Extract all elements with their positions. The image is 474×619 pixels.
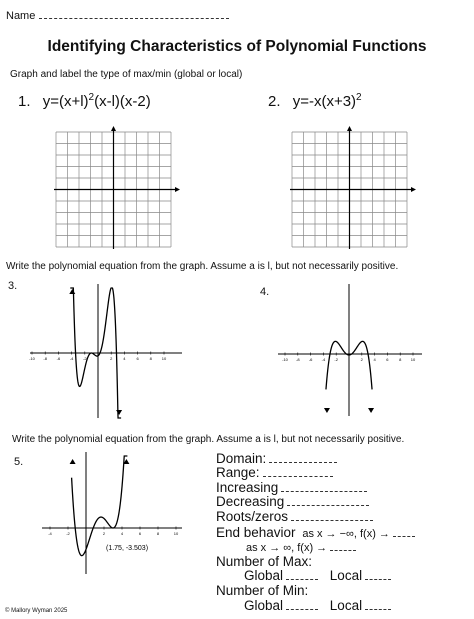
range-label: Range: — [216, 465, 260, 480]
x-axis-arrow — [175, 187, 180, 192]
point-label: (1.75, -3.503) — [106, 545, 149, 552]
x-tick-label: 6 — [386, 357, 389, 362]
x-tick-label: 8 — [156, 531, 160, 536]
name-field — [6, 10, 229, 22]
graph-5 — [40, 450, 184, 578]
x-tick-label: 8 — [149, 356, 152, 361]
problem-1-rest: (x-l)(x-2) — [94, 93, 151, 110]
curve-arrow — [69, 289, 75, 294]
section2-instruction: Write the polynomial equation from the graph. Assume a is l, but not necessarily positive. — [6, 261, 399, 272]
x-tick-label: 2 — [102, 531, 106, 536]
x-tick-label: -6 — [56, 356, 61, 361]
coordinate-grid-2[interactable] — [288, 128, 414, 250]
roots-blank[interactable] — [291, 512, 373, 521]
x-tick-label: 4 — [120, 531, 124, 536]
graph-4 — [276, 280, 424, 420]
decreasing-row — [216, 495, 369, 509]
roots-row — [216, 510, 373, 524]
graph-5-number: 5. — [14, 456, 24, 468]
curve-arrow — [70, 459, 76, 464]
domain-blank[interactable] — [269, 454, 337, 463]
section3-instruction: Write the polynomial equation from the graph. Assume a is l, but not necessarily positive. — [12, 434, 405, 445]
end-right-blank[interactable] — [330, 542, 356, 551]
min-global-label: Global — [244, 598, 284, 613]
y-axis-arrow — [347, 126, 352, 131]
max-local-blank[interactable] — [365, 571, 391, 580]
curve-arrow — [116, 410, 122, 415]
decreasing-label: Decreasing — [216, 494, 285, 509]
increasing-blank[interactable] — [281, 483, 367, 492]
min-global-local-row — [244, 599, 391, 613]
x-tick-label: -4 — [321, 357, 326, 362]
problem-1-equation — [18, 92, 151, 110]
x-tick-label: -2 — [83, 356, 87, 361]
max-global-local-row — [244, 569, 391, 583]
increasing-row — [216, 481, 367, 495]
x-tick-label: -10 — [29, 356, 35, 361]
x-tick-label: -2 — [334, 357, 338, 362]
end-behavior-row — [216, 526, 415, 540]
x-axis-arrow — [411, 187, 416, 192]
x-tick-label: 10 — [410, 357, 416, 362]
end-left-blank[interactable] — [393, 528, 415, 537]
min-global-blank[interactable] — [286, 601, 318, 610]
x-tick-label: -4 — [48, 531, 52, 536]
graph-3-number: 3. — [8, 280, 18, 292]
x-tick-label: 2 — [110, 356, 113, 361]
problem-2-exponent: 2 — [356, 92, 362, 103]
name-blank[interactable] — [39, 10, 229, 19]
graph-4-number: 4. — [260, 286, 270, 298]
decreasing-blank[interactable] — [287, 497, 369, 506]
page-title: Identifying Characteristics of Polynomial Functions — [47, 38, 427, 55]
problem-1-exponent: 2 — [88, 92, 95, 103]
num-min-label: Number of Min: — [216, 583, 309, 598]
end-behavior-label: End behavior — [216, 525, 296, 540]
x-tick-label: -4 — [69, 356, 74, 361]
domain-label: Domain: — [216, 451, 267, 466]
curve-arrow — [324, 408, 330, 413]
x-tick-label: 2 — [360, 357, 363, 362]
problem-2-number: 2. — [268, 93, 281, 110]
max-local-label: Local — [329, 568, 363, 583]
range-blank[interactable] — [263, 468, 333, 477]
x-tick-label: 6 — [138, 531, 142, 536]
x-tick-label: -8 — [296, 357, 300, 362]
x-tick-label: 10 — [173, 531, 179, 536]
x-tick-label: 10 — [161, 356, 167, 361]
range-row — [216, 466, 333, 480]
increasing-label: Increasing — [216, 480, 279, 495]
min-local-blank[interactable] — [365, 601, 391, 610]
end-behavior-right: as x → ∞, f(x) → — [246, 542, 328, 554]
problem-2-base: y=-x(x+3) — [292, 93, 357, 110]
problem-2-equation — [268, 92, 362, 110]
max-global-blank[interactable] — [286, 571, 318, 580]
x-tick-label: -2 — [66, 531, 70, 536]
end-behavior-right-row — [246, 542, 356, 554]
num-min-row — [216, 584, 308, 598]
problem-1-base: y=(x+l) — [42, 93, 89, 110]
section1-instruction: Graph and label the type of max/min (global or local) — [10, 69, 243, 80]
curve-arrow — [368, 408, 374, 413]
name-label: Name — [6, 10, 36, 22]
num-max-label: Number of Max: — [216, 554, 313, 569]
x-tick-label: 6 — [136, 356, 139, 361]
x-tick-label: -6 — [308, 357, 313, 362]
num-max-row — [216, 555, 312, 569]
max-global-label: Global — [244, 568, 284, 583]
curve — [72, 456, 128, 556]
x-tick-label: -10 — [282, 357, 288, 362]
x-tick-label: -8 — [43, 356, 47, 361]
graph-3 — [28, 280, 184, 420]
x-tick-label: 4 — [373, 357, 376, 362]
x-tick-label: 4 — [123, 356, 126, 361]
x-tick-label: 8 — [399, 357, 402, 362]
end-behavior-left: as x → −∞, f(x) → — [302, 528, 390, 540]
min-local-label: Local — [329, 598, 363, 613]
domain-row — [216, 452, 337, 466]
roots-label: Roots/zeros — [216, 509, 289, 524]
coordinate-grid-1[interactable] — [52, 128, 178, 250]
copyright: © Mallory Wyman 2025 — [5, 608, 68, 614]
y-axis-arrow — [111, 126, 116, 131]
problem-1-number: 1. — [18, 93, 31, 110]
